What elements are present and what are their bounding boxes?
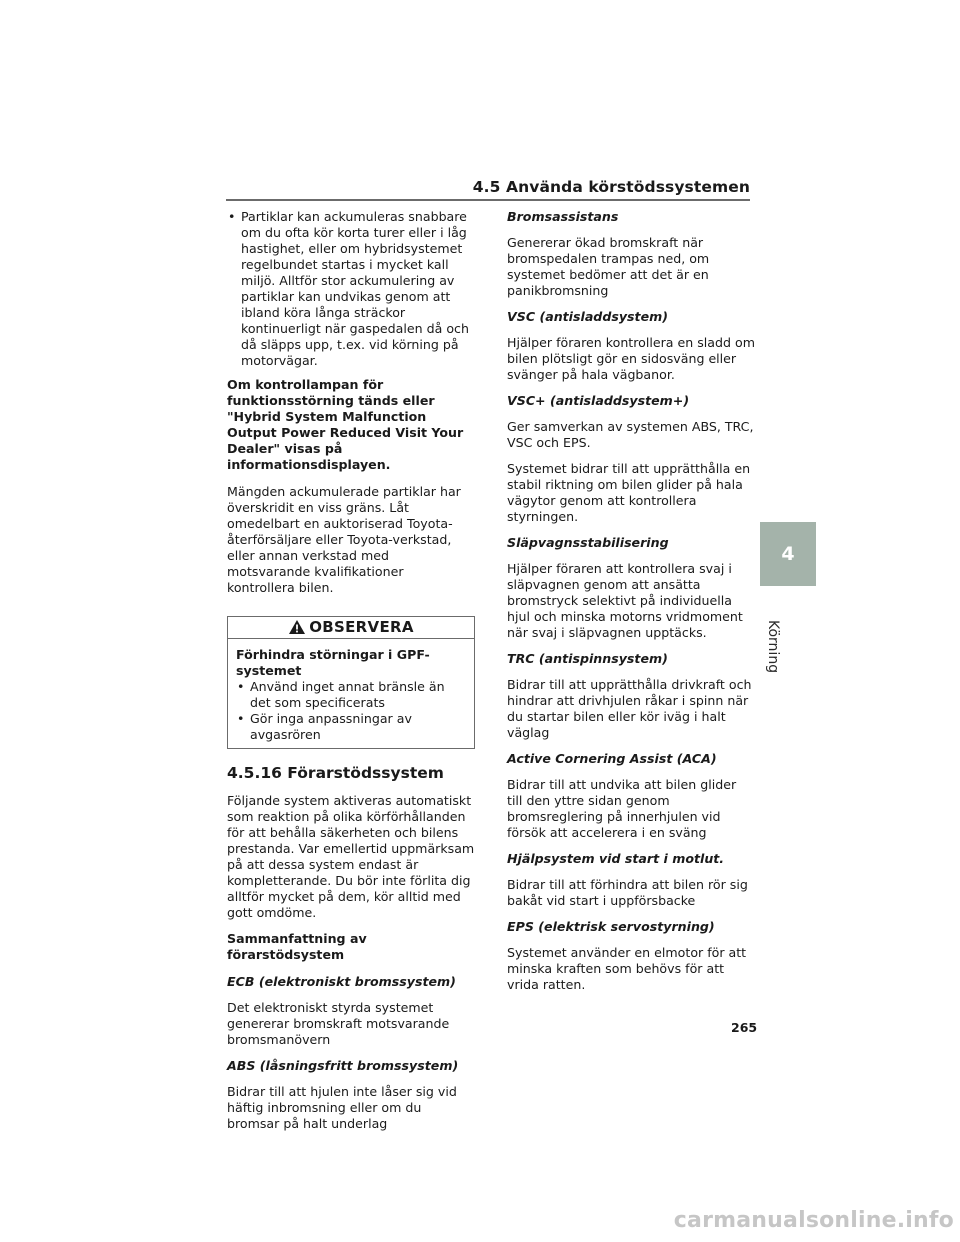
- vsc-text: Hjälper föraren kontrollera en sladd om bilen plötsligt gör en sidosväng eller svänger på hala vägbanor.: [507, 335, 755, 382]
- chapter-label: Körning: [765, 620, 781, 674]
- abs-text: Bidrar till att hjulen inte låser sig vid häftig inbromsning eller om du bromsar på halt underlag: [227, 1084, 457, 1131]
- summary-heading: Sammanfattning av förarstödsystem: [227, 931, 367, 962]
- section-title: 4.5 Använda körstödssystemen: [472, 178, 750, 196]
- watermark: carmanualsonline.info: [673, 1208, 954, 1233]
- ecb-text: Det elektroniskt styrda systemet genererar bromskraft motsvarande bromsmanövern: [227, 1000, 450, 1047]
- trailer-text: Hjälper föraren att kontrollera svaj i släpvagnen genom att ansätta bromstryck selektivt på individuella hjul och minska motorns vridmoment när svaj i släpvagnen upptäcks.: [507, 561, 743, 640]
- trailer-heading: Släpvagnsstabilisering: [507, 535, 669, 550]
- section-intro: Följande system aktiveras automatiskt som reaktion på olika körförhållanden för att behålla säkerheten och bilens prestanda. Var emellertid uppmärksam på att dessa system endast är kompletterande. Du bör inte förlita dig alltför mycket på dem, kör alltid med gott omdöme.: [227, 793, 475, 920]
- notice-header: [228, 617, 474, 639]
- ecb-heading: ECB (elektroniskt bromssystem): [227, 974, 456, 989]
- trc-text: Bidrar till att upprätthålla drivkraft och hindrar att drivhjulen råkar i spinn när du startar bilen eller kör iväg i halt väglag: [507, 677, 752, 740]
- list-item: • Partiklar kan ackumuleras snabbare om du ofta kör korta turer eller i låg hastighet, eller om hybridsystemet regelbundet startas i mycket kall miljö. Alltför stor ackumulering av partiklar kan undvikas genom att ibland köra långa sträckor kontinuerligt när gaspedalen då och då släpps upp, t.ex. vid körning på motorvägar.: [227, 209, 475, 369]
- notice-subtitle: Förhindra störningar i GPF-systemet: [236, 647, 430, 678]
- notice-bullet-list: [236, 679, 466, 743]
- section-heading: 4.5.16 Förarstödssystem: [227, 764, 444, 782]
- hill-text: Bidrar till att förhindra att bilen rör sig bakåt vid start i uppförsbacke: [507, 877, 748, 908]
- ba-text: Genererar ökad bromskraft när bromspedalen trampas ned, om systemet bedömer att det är en panikbromsning: [507, 235, 710, 298]
- chapter-tab: [760, 522, 816, 586]
- lamp-text: Mängden ackumulerade partiklar har överskridit en viss gräns. Låt omedelbart en auktoriserad Toyota-återförsäljare eller Toyota-verkstad, eller annan verkstad med motsvarande kvalifikationer kontrollera bilen.: [227, 484, 461, 595]
- vscplus-text-1: Ger samverkan av systemen ABS, TRC, VSC och EPS.: [507, 419, 754, 450]
- notice-box: [227, 616, 475, 749]
- trc-heading: TRC (antispinnsystem): [507, 651, 668, 666]
- eps-heading: EPS (elektrisk servostyrning): [507, 919, 715, 934]
- vscplus-text-2: Systemet bidrar till att upprätthålla en stabil riktning om bilen glider på hala vägytor genom att kontrollera styrningen.: [507, 461, 751, 524]
- right-column: [507, 209, 755, 1003]
- aca-heading: Active Cornering Assist (ACA): [507, 751, 717, 766]
- intro-bullet-list: [227, 209, 475, 369]
- lamp-heading: Om kontrollampan för funktionsstörning tänds eller "Hybrid System Malfunction Output Power Reduced Visit Your Dealer" visas på informationsdisplayen.: [227, 377, 464, 472]
- list-item: • Gör inga anpassningar av avgasrören: [236, 711, 466, 743]
- eps-text: Systemet använder en elmotor för att minska kraften som behövs för att vrida ratten.: [507, 945, 747, 992]
- ba-heading: Bromsassistans: [507, 209, 619, 224]
- notice-title: OBSERVERA: [309, 618, 414, 636]
- page-number: 265: [731, 1020, 758, 1035]
- hill-heading: Hjälpsystem vid start i motlut.: [507, 851, 725, 866]
- chapter-number: 4: [781, 543, 795, 565]
- left-column: [227, 209, 475, 1142]
- aca-text: Bidrar till att undvika att bilen glider till den yttre sidan genom bromsreglering på innerhjulen vid försök att accelerera i en sväng: [507, 777, 737, 840]
- list-item: • Använd inget annat bränsle än det som specificerats: [236, 679, 466, 711]
- abs-heading: ABS (låsningsfritt bromssystem): [227, 1058, 459, 1073]
- vsc-heading: VSC (antisladdsystem): [507, 309, 668, 324]
- vscplus-heading: VSC+ (antisladdsystem+): [507, 393, 690, 408]
- header-divider: [226, 199, 750, 201]
- warning-icon: [288, 619, 306, 635]
